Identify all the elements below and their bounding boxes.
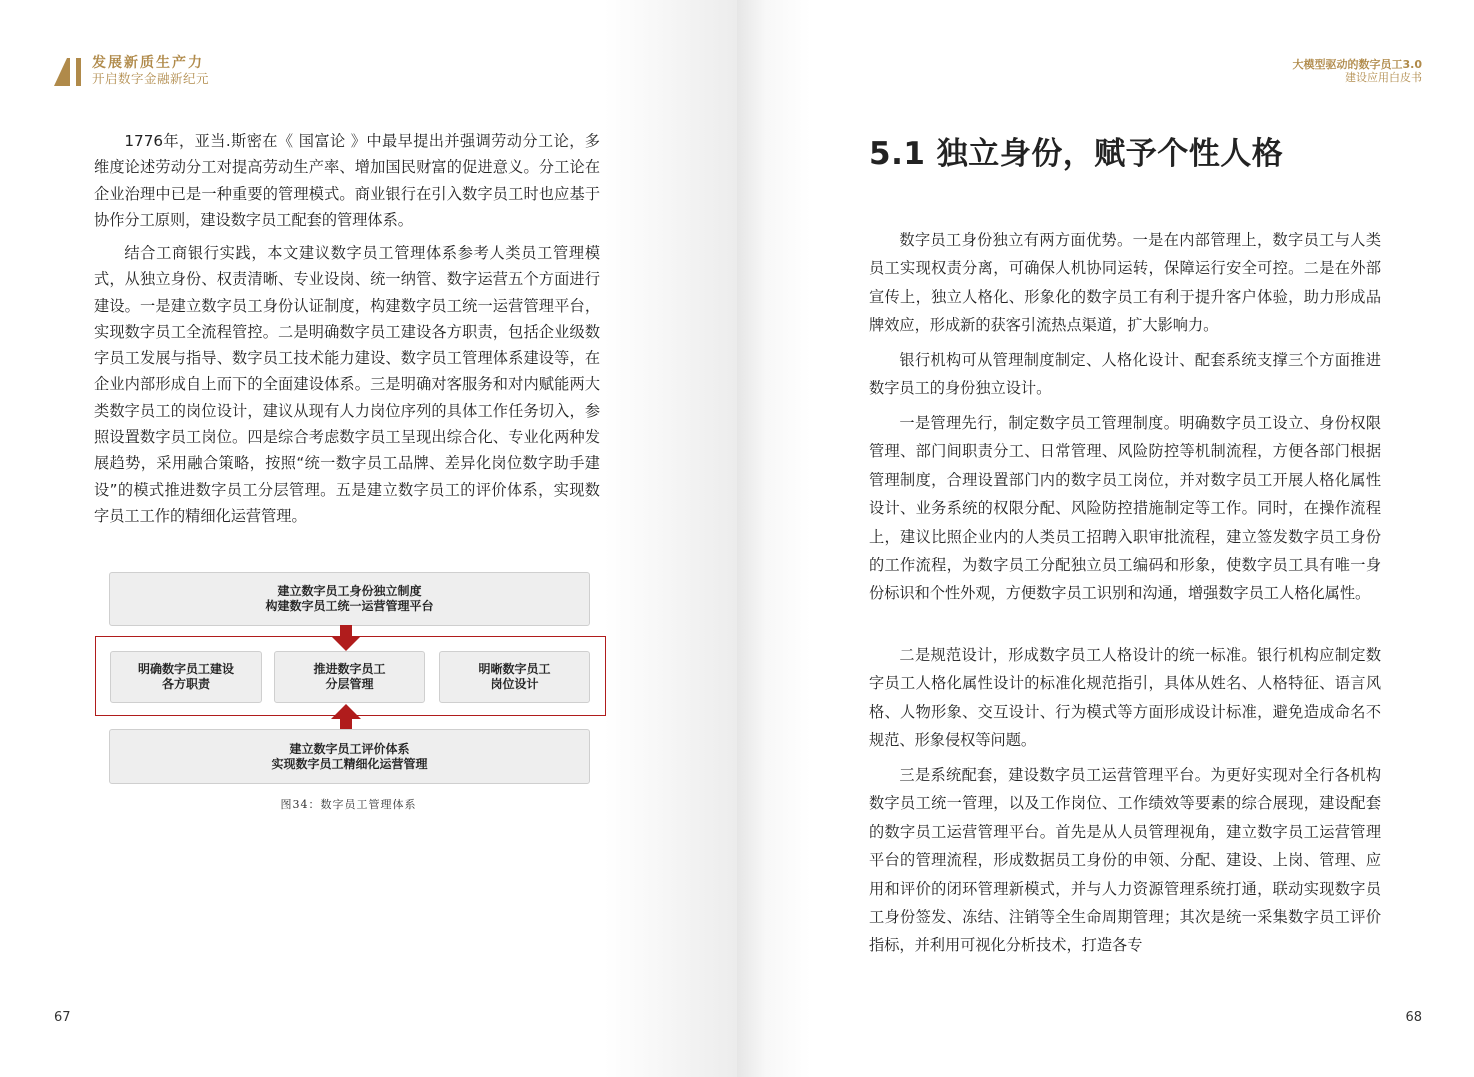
body-paragraph: 三是系统配套，建设数字员工运营管理平台。为更好实现对全行各机构数字员工统一管理，以及工作岗位、工作绩效等要素的综合展现，建设配套的数字员工运营管理平台。首先是从人员管理视角，建立数字员工运营管理平台的管理流程，形成数据员工身份的申领、分配、建设、上岗、管理、应用和评价的闭环管理新模式，并与人力资源管理系统打通，联动实现数字员工身份签发、冻结、注销等全生命周期管理；其次是统一采集数字员工评价指标，并利用可视化分析技术，打造各专 <box>869 766 1381 955</box>
body-paragraph: 1776年，亚当.斯密在《 国富论 》中最早提出并强调劳动分工论，多维度论述劳动分工对提高劳动生产率、增加国民财富的促进意义。分工论在企业治理中已是一种重要的管理模式。商业银行在引入数字员工时也应基于协作分工原则，建设数字员工配套的管理体系。 <box>94 132 600 229</box>
header-line2: 建设应用白皮书 <box>1345 71 1422 84</box>
diagram-bottom-line2: 实现数字员工精细化运营管理 <box>271 756 428 771</box>
brand-slogan <box>92 56 209 86</box>
diagram-top-box <box>109 572 590 626</box>
page-number-right: 68 <box>1405 1010 1422 1025</box>
header-line1: 大模型驱动的数字员工3.0 <box>1292 58 1422 71</box>
body-paragraph: 二是规范设计，形成数字员工人格设计的统一标准。银行机构应制定数字员工人格化属性设计的标准化规范指引，具体从姓名、人格特征、语言风格、人物形象、交互设计、行为模式等方面形成设计标准，避免造成命名不规范、形象侵权等问题。 <box>869 646 1381 750</box>
diagram-mid-box-1 <box>110 651 262 703</box>
section-title: 5.1 独立身份，赋予个性人格 <box>869 136 1284 172</box>
diagram-top-line1: 建立数字员工身份独立制度 <box>277 584 422 598</box>
diagram-mid-box-3 <box>439 651 590 703</box>
diagram-mid1-line1: 明确数字员工建设 <box>137 662 234 676</box>
diagram-mid3-line1: 明晰数字员工 <box>478 662 551 676</box>
body-paragraph: 银行机构可从管理制度制定、人格化设计、配套系统支撑三个方面推进数字员工的身份独立设计。 <box>869 351 1381 398</box>
diagram-bottom-line1: 建立数字员工评价体系 <box>289 741 410 756</box>
diagram-mid2-line1: 推进数字员工 <box>313 662 386 676</box>
body-paragraph: 数字员工身份独立有两方面优势。一是在内部管理上，数字员工与人类员工实现权责分离，可确保人机协同运转，保障运行安全可控。二是在外部宣传上，独立人格化、形象化的数字员工有利于提升客户体验，助力形成品牌效应，形成新的获客引流热点渠道，扩大影响力。 <box>869 231 1381 335</box>
diagram-mid3-line2: 岗位设计 <box>490 677 539 691</box>
arrow-up-icon <box>331 704 361 730</box>
whitepaper-header <box>1293 58 1423 84</box>
figure-caption: 图34：数字员工管理体系 <box>280 798 417 811</box>
brand-line1: 发展新质生产力 <box>92 55 204 71</box>
diagram-bottom-box <box>109 729 590 784</box>
diagram-mid-box-2 <box>274 651 425 703</box>
brand-line2: 开启数字金融新纪元 <box>92 71 210 86</box>
body-paragraph: 结合工商银行实践，本文建议数字员工管理体系参考人类员工管理模式，从独立身份、权责清晰、专业设岗、统一纳管、数字运营五个方面进行建设。一是建立数字员工身份认证制度，构建数字员工统一运营管理平台，实现数字员工全流程管控。二是明确数字员工建设各方职责，包括企业级数字员工发展与指导、数字员工技术能力建设、数字员工管理体系建设等，在企业内部形成自上而下的全面建设体系。三是明确对客服务和对内赋能两大类数字员工的岗位设计，建议从现有人力岗位序列的具体工作任务切入，参照设置数字员工岗位。四是综合考虑数字员工呈现出综合化、专业化两种发展趋势，采用融合策略，按照“统一数字员工品牌、差异化岗位数字助手建设”的模式推进数字员工分层管理。五是建立数字员工的评价体系，实现数字员工工作的精细化运营管理。 <box>94 244 600 525</box>
page-number-left: 67 <box>54 1010 71 1025</box>
diagram-mid2-line2: 分层管理 <box>325 677 374 691</box>
brand-logo-icon <box>54 58 84 86</box>
body-paragraph: 一是管理先行，制定数字员工管理制度。明确数字员工设立、身份权限管理、部门间职责分工、日常管理、风险防控等机制流程，方便各部门根据管理制度，合理设置部门内的数字员工岗位，并对数字员工开展人格化属性设计、业务系统的权限分配、风险防控措施制定等工作。同时，在操作流程上，建议比照企业内的人类员工招聘入职审批流程，建立签发数字员工身份的工作流程，为数字员工分配独立员工编码和形象，使数字员工具有唯一身份标识和个性外观，方便数字员工识别和沟通，增强数字员工人格化属性。 <box>869 414 1381 603</box>
diagram-top-line2: 构建数字员工统一运营管理平台 <box>265 599 434 613</box>
diagram-mid1-line2: 各方职责 <box>161 677 210 691</box>
